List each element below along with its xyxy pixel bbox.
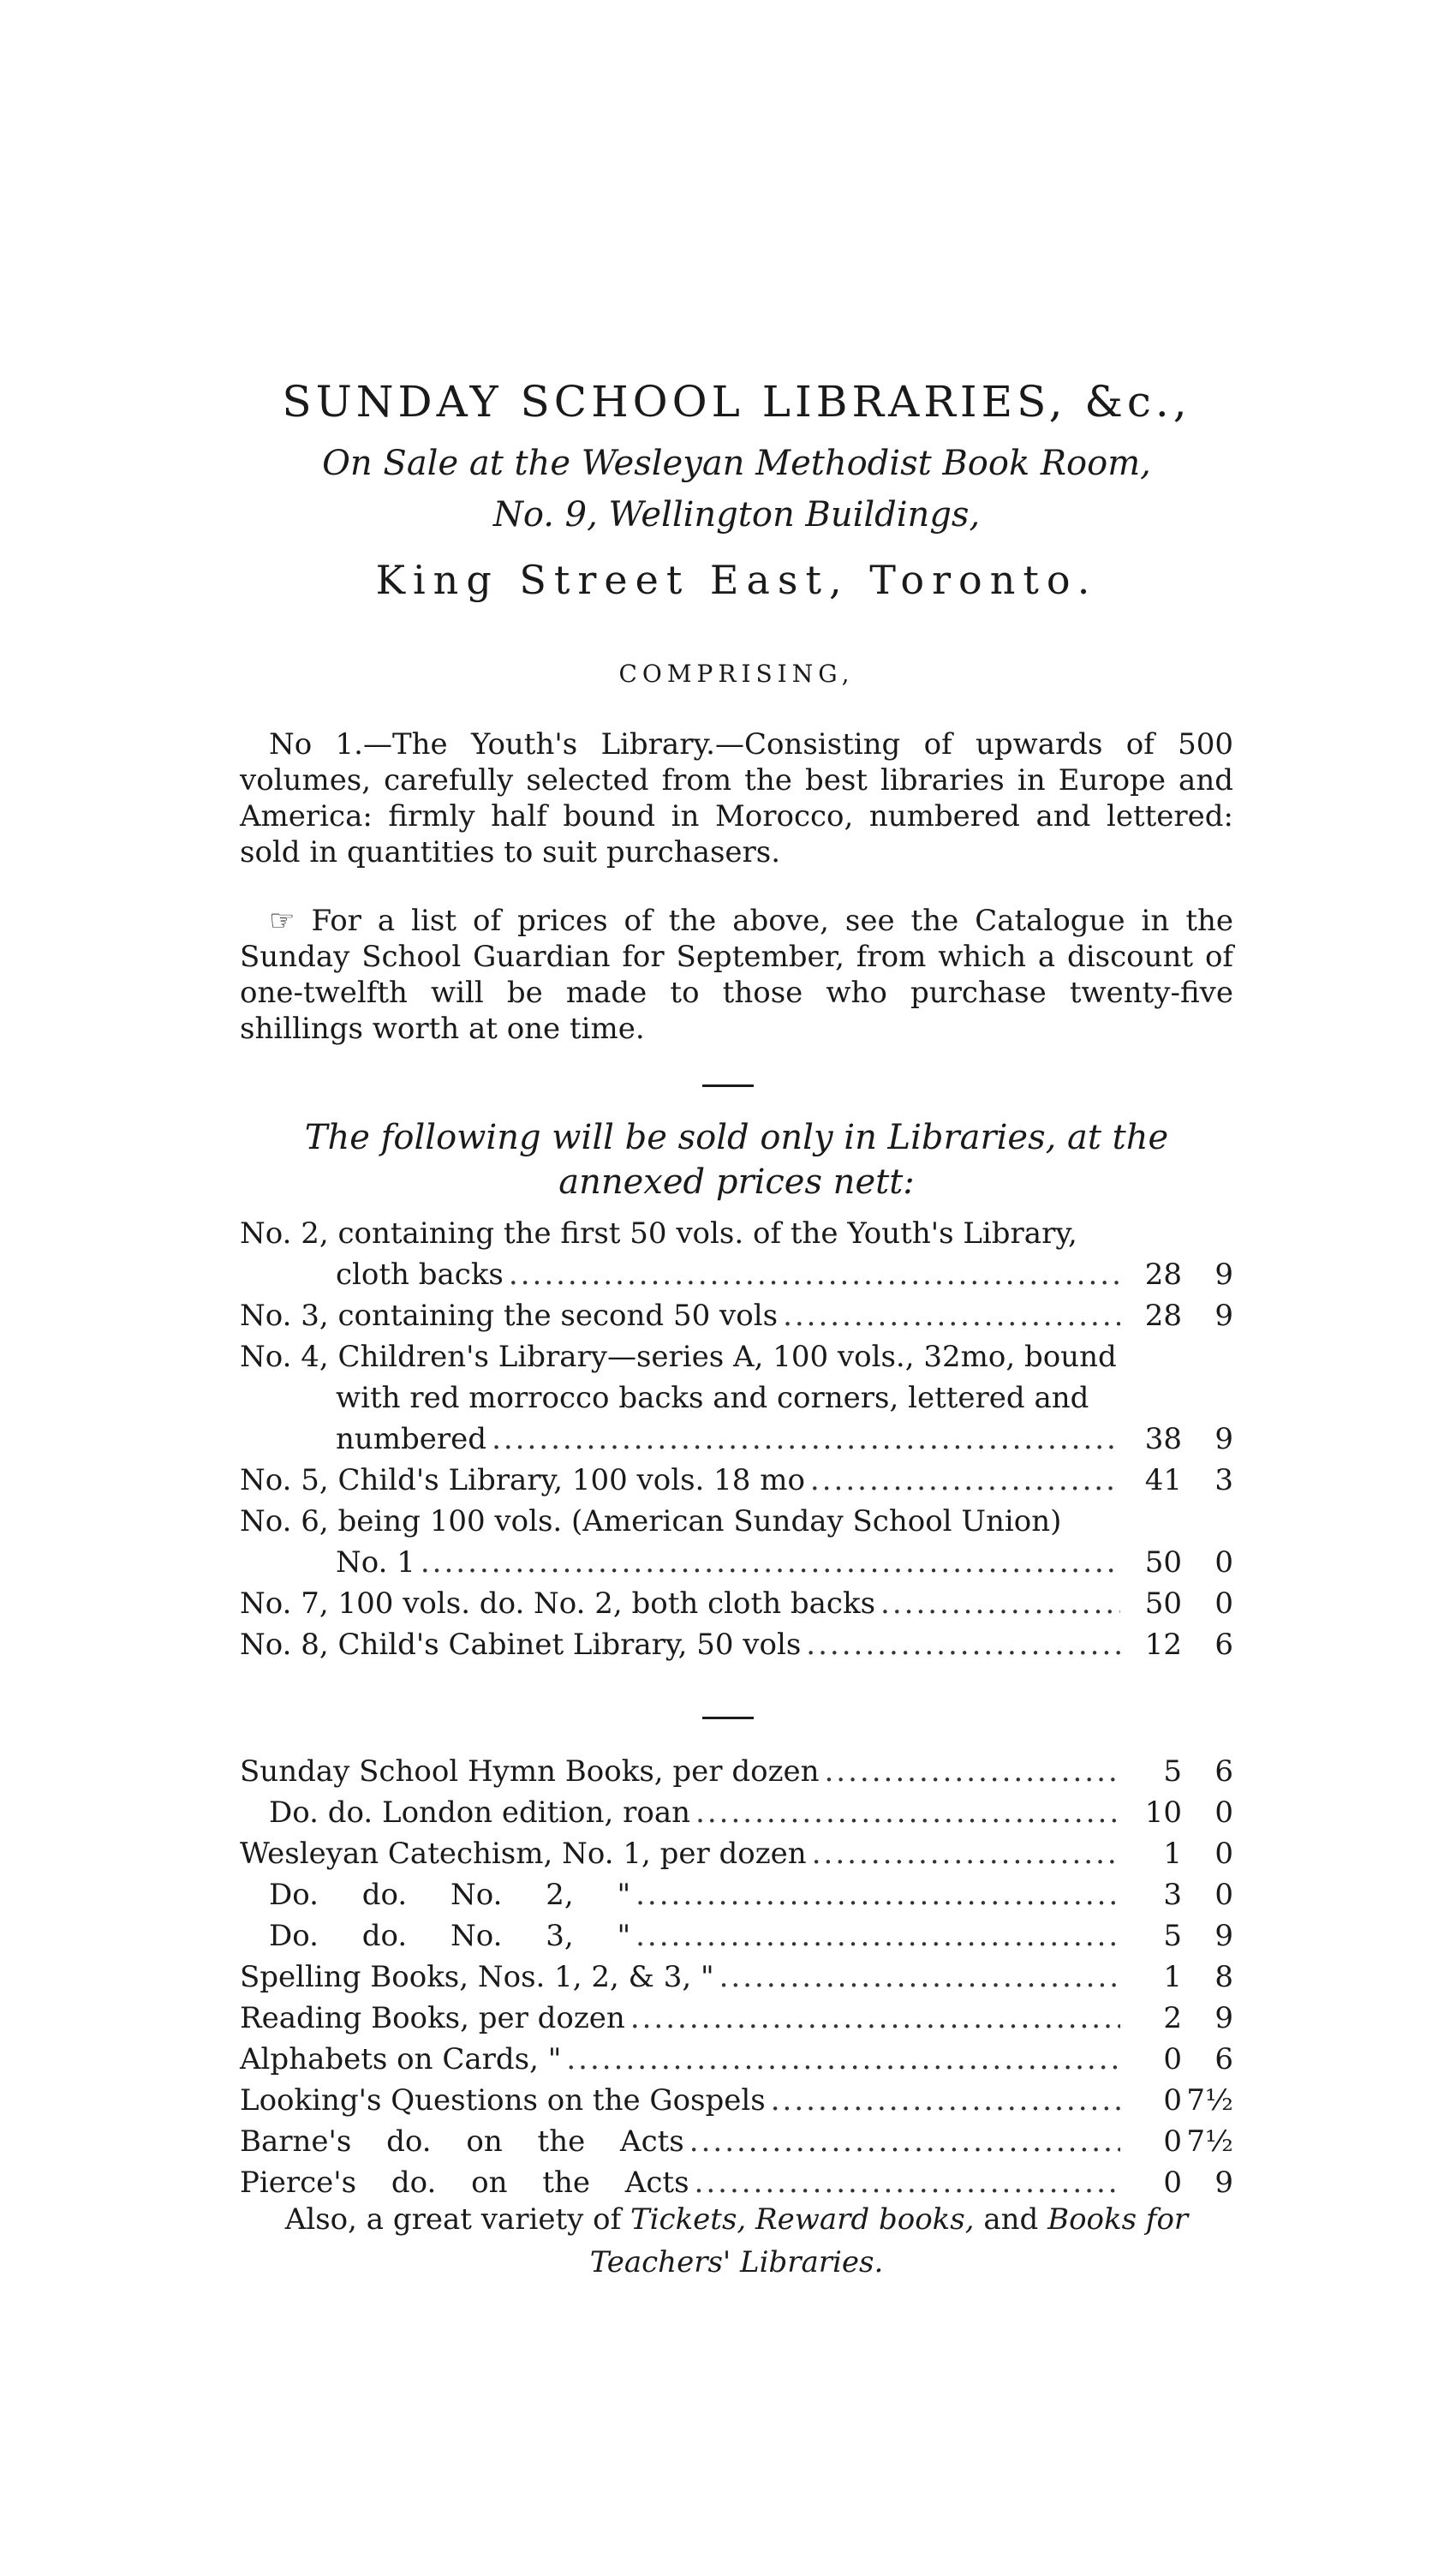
subtitle-line-3: King Street East, Toronto. bbox=[375, 557, 1098, 603]
price-pence: 0 bbox=[1214, 1545, 1233, 1580]
list-item bbox=[240, 1795, 1233, 1837]
list-item bbox=[240, 1299, 1233, 1340]
libraries-heading: The following will be sold only in Libraries, at the annexed prices nett: bbox=[304, 1118, 1169, 1202]
page-title: SUNDAY SCHOOL LIBRARIES, &c., bbox=[282, 377, 1191, 427]
leader-dots bbox=[695, 1795, 1120, 1830]
list-item bbox=[240, 1340, 1233, 1381]
leader-dots bbox=[636, 1878, 1120, 1912]
price-shillings: 5 bbox=[1163, 1919, 1182, 1953]
price-shillings: 10 bbox=[1144, 1795, 1182, 1830]
leader-dots bbox=[636, 1919, 1120, 1953]
item-label: No. 1 bbox=[336, 1545, 415, 1580]
footer-text: and bbox=[974, 2202, 1048, 2237]
comprising-label: COMPRISING, bbox=[618, 660, 855, 688]
leader-dots bbox=[630, 2001, 1120, 2035]
subtitle-line-2: No. 9, Wellington Buildings, bbox=[492, 495, 981, 535]
price-pence: 9 bbox=[1214, 2001, 1233, 2035]
price-pence: 0 bbox=[1214, 1795, 1233, 1830]
footer-note bbox=[240, 2198, 1233, 2284]
price-pence: 9 bbox=[1214, 2166, 1233, 2200]
footer-text: Also, a great variety of bbox=[284, 2202, 630, 2237]
leader-dots bbox=[783, 1299, 1120, 1333]
subtitle-line-1: On Sale at the Wesleyan Methodist Book Room, bbox=[322, 444, 1151, 483]
item-label: cloth backs bbox=[336, 1258, 504, 1292]
leader-dots bbox=[719, 1960, 1120, 1994]
item-label: No. 4, Children's Library—series A, 100 vols., 32mo, bound bbox=[240, 1340, 1117, 1374]
item-label: Spelling Books, Nos. 1, 2, & 3, " bbox=[240, 1960, 714, 1994]
list-item bbox=[240, 1628, 1233, 1669]
footer-text bbox=[746, 2202, 755, 2237]
list-item bbox=[240, 1258, 1233, 1299]
item-label: Sunday School Hymn Books, per dozen bbox=[240, 1754, 820, 1789]
list-item bbox=[240, 1878, 1233, 1919]
price-pence: 9 bbox=[1214, 1299, 1233, 1333]
price-pence: 0 bbox=[1214, 1586, 1233, 1621]
divider bbox=[702, 1717, 754, 1719]
intro-paragraph-1: No 1.—The Youth's Library.—Consisting of upwards of 500 volumes, carefully selected from the best libraries in Europe and America: firmly half bound in Morocco, numbered and lettered: sold in quantities to suit purchasers. bbox=[240, 727, 1233, 869]
price-pence: 7½ bbox=[1186, 2083, 1233, 2118]
item-label: Pierce's do. on the Acts bbox=[240, 2166, 689, 2200]
price-pence: 9 bbox=[1214, 1919, 1233, 1953]
item-label: Reading Books, per dozen bbox=[240, 2001, 625, 2035]
leader-dots bbox=[509, 1258, 1120, 1292]
price-shillings: 0 bbox=[1163, 2124, 1182, 2159]
price-pence: 0 bbox=[1214, 1878, 1233, 1912]
leader-dots bbox=[810, 1463, 1120, 1497]
leader-dots bbox=[812, 1837, 1120, 1871]
price-pence: 8 bbox=[1214, 1960, 1233, 1994]
price-pence: 6 bbox=[1214, 1628, 1233, 1662]
price-shillings: 50 bbox=[1144, 1586, 1182, 1621]
item-label: No. 6, being 100 vols. (American Sunday School Union) bbox=[240, 1504, 1062, 1538]
leader-dots bbox=[689, 2124, 1120, 2159]
price-pence: 6 bbox=[1214, 2042, 1233, 2076]
footer-teachers-books: Books for Teachers' Libraries. bbox=[589, 2202, 1189, 2279]
misc-list bbox=[240, 1754, 1233, 2207]
list-item bbox=[240, 1545, 1233, 1586]
list-item bbox=[240, 1216, 1233, 1258]
leader-dots bbox=[771, 2083, 1120, 2118]
price-shillings: 0 bbox=[1163, 2083, 1182, 2118]
price-pence: 9 bbox=[1214, 1422, 1233, 1456]
item-label: Barne's do. on the Acts bbox=[240, 2124, 684, 2159]
price-shillings: 50 bbox=[1144, 1545, 1182, 1580]
leader-dots bbox=[825, 1754, 1121, 1789]
list-item bbox=[240, 1837, 1233, 1878]
item-label: No. 5, Child's Library, 100 vols. 18 mo bbox=[240, 1463, 805, 1497]
item-label: Wesleyan Catechism, No. 1, per dozen bbox=[240, 1837, 807, 1871]
item-label: Alphabets on Cards, " bbox=[240, 2042, 562, 2076]
item-label: Do. do. London edition, roan bbox=[269, 1795, 691, 1830]
libraries-list bbox=[240, 1216, 1233, 1669]
item-label: Looking's Questions on the Gospels bbox=[240, 2083, 766, 2118]
item-label: Do. do. No. 2, " bbox=[269, 1878, 631, 1912]
price-shillings: 3 bbox=[1163, 1878, 1182, 1912]
price-shillings: 5 bbox=[1163, 1754, 1182, 1789]
list-item bbox=[240, 2083, 1233, 2124]
footer-tickets: Tickets, bbox=[630, 2202, 747, 2237]
intro-paragraph-2: ☞ For a list of prices of the above, see the Catalogue in the Sunday School Guardian for September, from which a discount of one-twelfth will be made to those who purchase twenty-five shillings worth at one time. bbox=[240, 904, 1233, 1046]
list-item bbox=[240, 1504, 1233, 1545]
list-item bbox=[240, 1960, 1233, 2001]
list-item bbox=[240, 2001, 1233, 2042]
list-item bbox=[240, 1463, 1233, 1504]
price-shillings: 0 bbox=[1163, 2166, 1182, 2200]
item-label: No. 7, 100 vols. do. No. 2, both cloth backs bbox=[240, 1586, 876, 1621]
price-shillings: 2 bbox=[1163, 2001, 1182, 2035]
list-item bbox=[240, 2124, 1233, 2166]
price-pence: 7½ bbox=[1186, 2124, 1233, 2159]
price-pence: 9 bbox=[1214, 1258, 1233, 1292]
list-item bbox=[240, 1381, 1233, 1422]
item-label: No. 8, Child's Cabinet Library, 50 vols bbox=[240, 1628, 802, 1662]
price-shillings: 41 bbox=[1144, 1463, 1182, 1497]
list-item bbox=[240, 1422, 1233, 1463]
leader-dots bbox=[806, 1628, 1120, 1662]
price-shillings: 28 bbox=[1144, 1299, 1182, 1333]
item-label: numbered bbox=[336, 1422, 487, 1456]
item-label: with red morrocco backs and corners, lettered and bbox=[336, 1381, 1089, 1415]
price-shillings: 12 bbox=[1144, 1628, 1182, 1662]
divider bbox=[702, 1084, 754, 1087]
price-shillings: 28 bbox=[1144, 1258, 1182, 1292]
leader-dots bbox=[566, 2042, 1120, 2076]
item-label: Do. do. No. 3, " bbox=[269, 1919, 631, 1953]
price-pence: 6 bbox=[1214, 1754, 1233, 1789]
leader-dots bbox=[880, 1586, 1120, 1621]
footer-reward-books: Reward books, bbox=[755, 2202, 975, 2237]
price-shillings: 1 bbox=[1163, 1837, 1182, 1871]
list-item bbox=[240, 1586, 1233, 1628]
leader-dots bbox=[695, 2166, 1120, 2200]
list-item bbox=[240, 2042, 1233, 2083]
price-pence: 3 bbox=[1214, 1463, 1233, 1497]
item-label: No. 2, containing the first 50 vols. of the Youth's Library, bbox=[240, 1216, 1077, 1251]
list-item bbox=[240, 1754, 1233, 1795]
price-shillings: 38 bbox=[1144, 1422, 1182, 1456]
item-label: No. 3, containing the second 50 vols bbox=[240, 1299, 779, 1333]
list-item bbox=[240, 1919, 1233, 1960]
price-shillings: 1 bbox=[1163, 1960, 1182, 1994]
price-pence: 0 bbox=[1214, 1837, 1233, 1871]
leader-dots bbox=[492, 1422, 1120, 1456]
leader-dots bbox=[421, 1545, 1120, 1580]
price-shillings: 0 bbox=[1163, 2042, 1182, 2076]
